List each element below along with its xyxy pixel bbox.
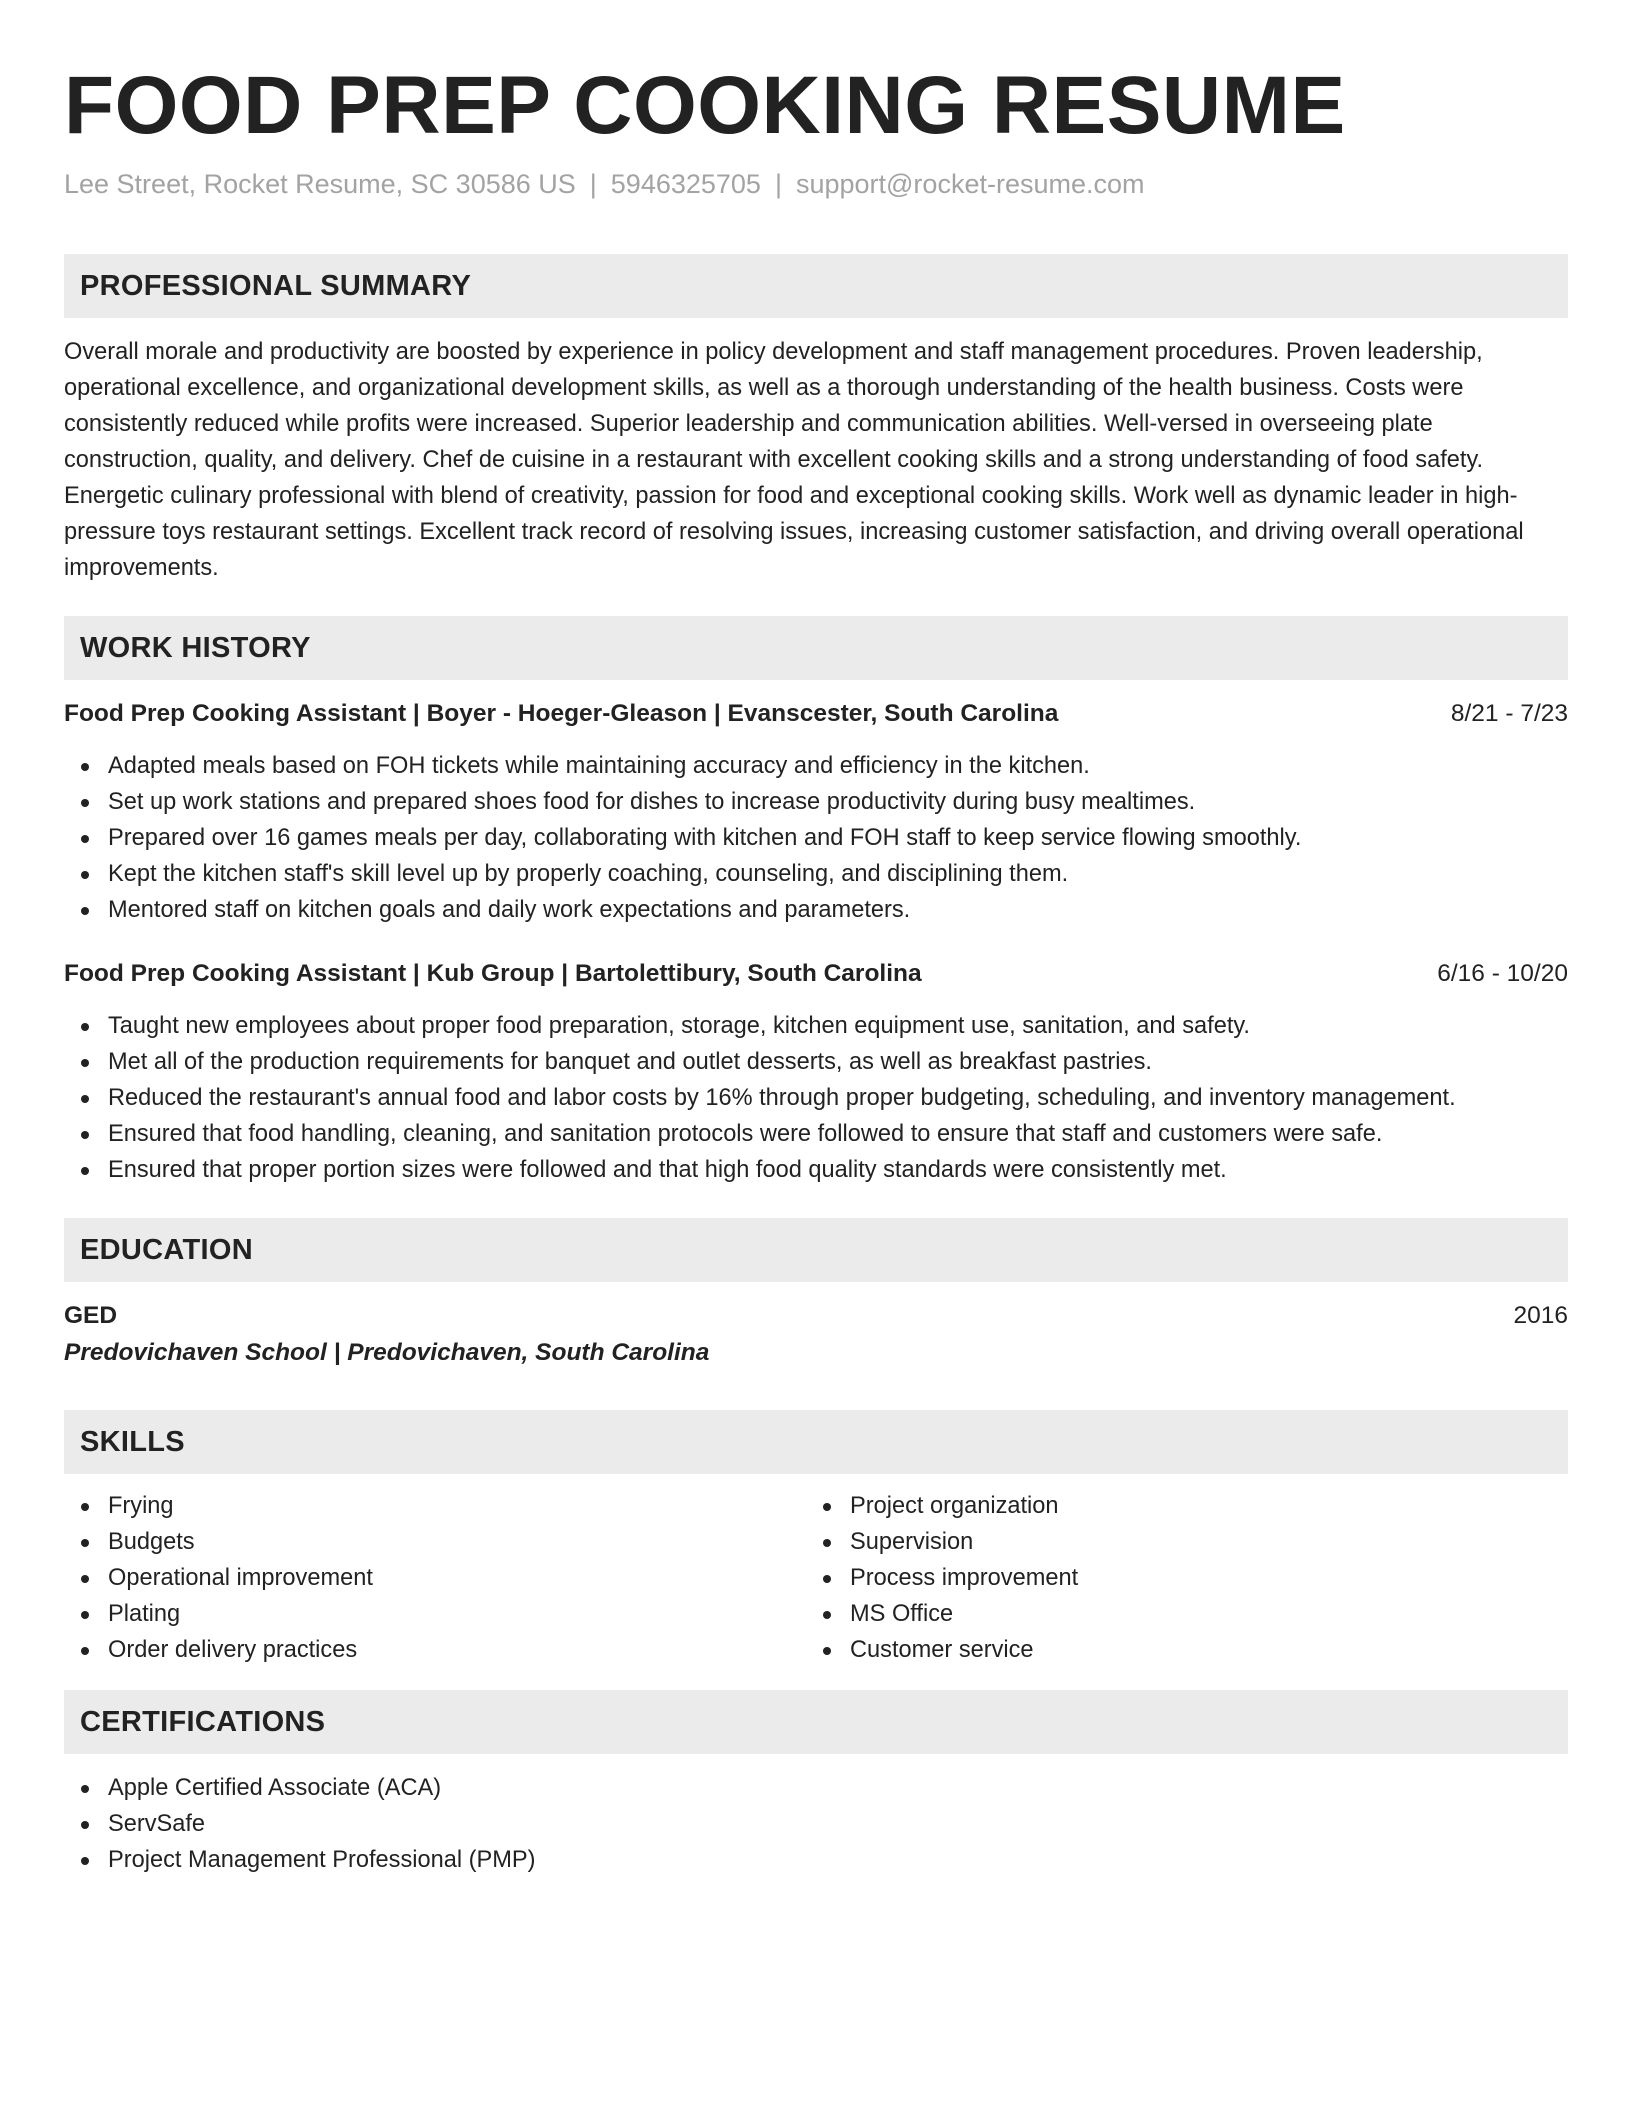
job-bullet: Reduced the restaurant's annual food and labor costs by 16% through proper budgeting, scheduling, and inventory management.: [64, 1080, 1568, 1116]
contact-phone: 5946325705: [610, 169, 761, 199]
skill-item: Budgets: [64, 1524, 806, 1560]
job-bullet: Ensured that proper portion sizes were followed and that high food quality standards were consistently met.: [64, 1152, 1568, 1188]
skill-item: Customer service: [806, 1632, 1548, 1668]
job-bullet: Prepared over 16 games meals per day, collaborating with kitchen and FOH staff to keep service flowing smoothly.: [64, 820, 1568, 856]
education-year: 2016: [1513, 1302, 1568, 1329]
job-title: Food Prep Cooking Assistant | Kub Group | Bartolettibury, South Carolina: [64, 960, 922, 987]
job-bullet-list: [64, 748, 1568, 928]
skill-item: Order delivery practices: [64, 1632, 806, 1668]
section-header-summary: PROFESSIONAL SUMMARY: [64, 254, 1568, 318]
certification-item: ServSafe: [64, 1806, 1568, 1842]
contact-address: Lee Street, Rocket Resume, SC 30586 US: [64, 169, 576, 199]
skills-list-left: [64, 1488, 806, 1668]
contact-email: support@rocket-resume.com: [795, 169, 1145, 199]
resume-title: FOOD PREP COOKING RESUME: [64, 60, 1346, 151]
section-header-work-history: WORK HISTORY: [64, 616, 1568, 680]
job-title: Food Prep Cooking Assistant | Boyer - Hoeger-Gleason | Evanscester, South Carolina: [64, 700, 1059, 727]
job-bullet: Met all of the production requirements for banquet and outlet desserts, as well as breakfast pastries.: [64, 1044, 1568, 1080]
job-bullet: Adapted meals based on FOH tickets while maintaining accuracy and efficiency in the kitchen.: [64, 748, 1568, 784]
skills-list-right: [806, 1488, 1548, 1668]
section-header-education: EDUCATION: [64, 1218, 1568, 1282]
job-bullet: Taught new employees about proper food preparation, storage, kitchen equipment use, sanitation, and safety.: [64, 1008, 1568, 1044]
job-header: [64, 956, 1568, 992]
job-dates: 8/21 - 7/23: [1450, 700, 1568, 727]
skill-item: MS Office: [806, 1596, 1548, 1632]
education-header: [64, 1298, 1568, 1334]
education-degree: GED: [64, 1302, 118, 1329]
section-header-skills: SKILLS: [64, 1410, 1568, 1474]
skill-item: Operational improvement: [64, 1560, 806, 1596]
job-bullet: Kept the kitchen staff's skill level up by properly coaching, counseling, and disciplining them.: [64, 856, 1568, 892]
skill-item: Supervision: [806, 1524, 1548, 1560]
job-bullet: Set up work stations and prepared shoes food for dishes to increase productivity during busy mealtimes.: [64, 784, 1568, 820]
skills-grid: [64, 1488, 1568, 1668]
skill-item: Project organization: [806, 1488, 1548, 1524]
resume-page: [64, 0, 1568, 1878]
skill-item: Plating: [64, 1596, 806, 1632]
skill-item: Frying: [64, 1488, 806, 1524]
job-bullet: Ensured that food handling, cleaning, and sanitation protocols were followed to ensure that staff and customers were safe.: [64, 1116, 1568, 1152]
job-header: [64, 696, 1568, 732]
certifications-list: [64, 1770, 1568, 1878]
summary-text: Overall morale and productivity are boosted by experience in policy development and staff management procedures. Proven leadership, operational excellence, and organizational development skills, as well as a thorough understanding of the health business. Costs were consistently reduced while profits were increased. Superior leadership and communication abilities. Well-versed in overseeing plate construction, quality, and delivery. Chef de cuisine in a restaurant with excellent cooking skills and a strong understanding of food safety. Energetic culinary professional with blend of creativity, passion for food and exceptional cooking skills. Work well as dynamic leader in high-pressure toys restaurant settings. Excellent track record of resolving issues, increasing customer satisfaction, and driving overall operational improvements.: [64, 339, 1524, 581]
certification-item: Project Management Professional (PMP): [64, 1842, 1568, 1878]
job-dates: 6/16 - 10/20: [1437, 960, 1568, 987]
section-header-certifications: CERTIFICATIONS: [64, 1690, 1568, 1754]
contact-line: [64, 164, 1568, 204]
job-bullet-list: [64, 1008, 1568, 1188]
contact-separator: |: [774, 169, 782, 199]
contact-separator: |: [589, 169, 597, 199]
job-bullet: Mentored staff on kitchen goals and daily work expectations and parameters.: [64, 892, 1568, 928]
education-school: Predovichaven School | Predovichaven, South Carolina: [64, 1339, 710, 1366]
skill-item: Process improvement: [806, 1560, 1548, 1596]
certification-item: Apple Certified Associate (ACA): [64, 1770, 1568, 1806]
